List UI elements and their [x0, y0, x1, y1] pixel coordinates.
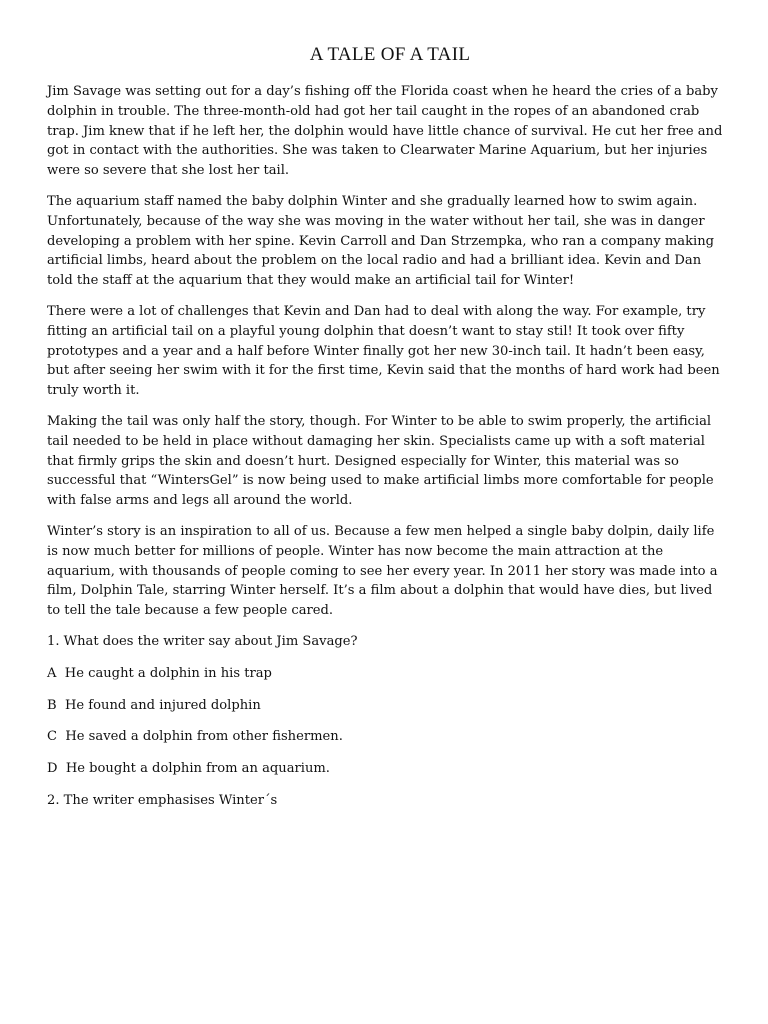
option-c: C He saved a dolphin from other fishermen.: [47, 729, 343, 745]
paragraph-5: Winter’s story is an inspiration to all of us. Because a few men helped a single baby dolpin, daily life is now much better for millions of people. Winter has now become the main attraction at the aquarium, with thousands of people coming to see her every year. In 2011 her story was made into a film, Dolphin Tale, starring Winter herself. It’s a film about a dolphin that would have dies, but lived to tell the tale because a few people cared.: [47, 523, 718, 619]
question-2: 2. The writer emphasises Winter´s: [47, 792, 278, 808]
paragraph-3: There were a lot of challenges that Kevin and Dan had to deal with along the way. For example, try fitting an artificial tail on a playful young dolphin that doesn’t want to stay stil! It took over fifty prototypes and a year and a half before Winter finally got her new 30-inch tail. It hadn’t been easy, but after seeing her swim with it for the first time, Kevin said that the months of hard work had been truly worth it.: [47, 303, 720, 399]
option-a: A He caught a dolphin in his trap: [47, 665, 272, 681]
paragraph-4: Making the tail was only half the story, though. For Winter to be able to swim properly, the artificial tail needed to be held in place without damaging her skin. Specialists came up with a soft material that firmly grips the skin and doesn’t hurt. Designed especially for Winter, this material was so successful that “WintersGel” is now being used to make artificial limbs more comfortable for people with false arms and legs all around the world.: [47, 413, 714, 509]
paragraph-2: The aquarium staff named the baby dolphin Winter and she gradually learned how to swim again. Unfortunately, because of the way she was moving in the water without her tail, she was in danger developing a problem with her spine. Kevin Carroll and Dan Strzempka, who ran a company making artificial limbs, heard about the problem on the local radio and had a brilliant idea. Kevin and Dan told the staff at the aquarium that they would make an artificial tail for Winter!: [47, 193, 715, 289]
document-page: [47, 44, 723, 823]
option-d: D He bought a dolphin from an aquarium.: [47, 761, 330, 777]
page-title: A TALE OF A TAIL: [309, 44, 471, 65]
option-b: B He found and injured dolphin: [47, 697, 261, 713]
paragraph-1: Jim Savage was setting out for a day’s fishing off the Florida coast when he heard the cries of a baby dolphin in trouble. The three-month-old had got her tail caught in the ropes of an abandoned crab trap. Jim knew that if he left her, the dolphin would have little chance of survival. He cut her free and got in contact with the authorities. She was taken to Clearwater Marine Aquarium, but her injuries were so severe that she lost her tail.: [47, 84, 723, 179]
question-1: 1. What does the writer say about Jim Savage?: [47, 633, 358, 649]
